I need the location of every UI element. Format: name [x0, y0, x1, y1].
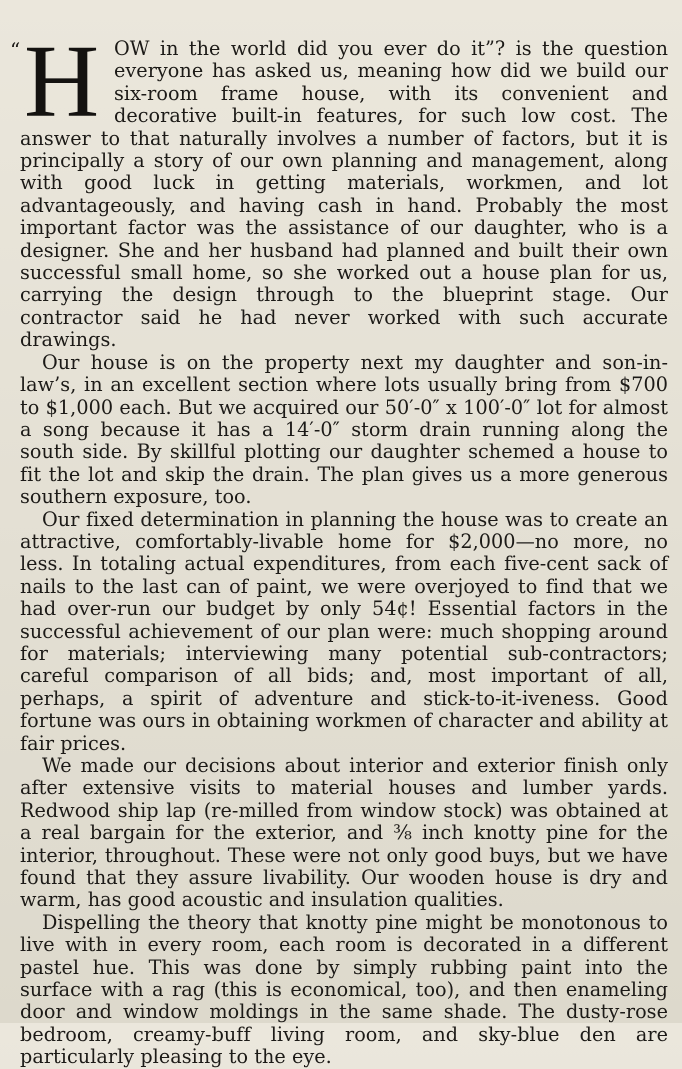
paragraph-5: Dispelling the theory that knotty pine might be monotonous to live with in every room, each room is decorated in a different pastel hue. This was done by simply rubbing paint into the surface with a rag (this is economical, too), and then enameling door and window moldings in the same shade. The dusty-rose bedroom, creamy-buff living room, and sky-blue den are particularly pleasing to the eye. — [20, 910, 668, 1069]
paragraph-3: Our fixed determination in planning the house was to create an attractive, comfortably-livable home for $2,000—no more, no less. In totaling actual expenditures, from each five-cent sack of nails to the last can of paint, we were overjoyed to find that we had over-run our budget by only 54¢! Essential factors in the successful achievement of our plan were: much shopping around for materials; interviewing many potential sub-contractors; careful comparison of all bids; and, most important of all, perhaps, a spirit of adventure and stick-to-it-iveness. Good fortune was ours in obtaining workmen of character and ability at fair prices. — [20, 507, 668, 755]
paragraph-1-text: OW in the world did you ever do it”? is the question everyone has asked us, meaning how did we build our six-room frame house, with its convenient and decorative built-in features, for such low cost. The answer to that naturally involves a number of factors, but it is principally a story of our own planning and management, along with good luck in getting materials, workmen, and lot advantageously, and having cash in hand. Probably the most important factor was the assistance of our daughter, who is a designer. She and her husband had planned and built their own successful small home, so she worked out a house plan for us, carrying the design through to the blueprint stage. Our contractor said he had never worked with such accurate drawings. — [20, 37, 668, 352]
drop-cap-letter: H — [24, 24, 100, 139]
drop-cap-block — [10, 24, 106, 139]
article-body — [10, 24, 668, 1069]
paragraph-1 — [10, 24, 668, 352]
paragraph-4: We made our decisions about interior and exterior finish only after extensive visits to material houses and lumber yards. Redwood ship lap (re-milled from window stock) was obtained at a real bargain for the exterior, and ⅜ inch knotty pine for the interior, throughout. These were not only good buys, but we have found that they assure livability. Our wooden house is dry and warm, has good acoustic and insulation qualities. — [20, 754, 668, 912]
opening-quote-mark: “ — [10, 38, 21, 62]
paragraph-2: Our house is on the property next my daughter and son-in-law’s, in an excellent section where lots usually bring from $700 to $1,000 each. But we acquired our 50′-0″ x 100′-0″ lot for almost a song because it has a 14′-0″ storm drain running along the south side. By skillful plotting our daughter schemed a house to fit the lot and skip the drain. The plan gives us a more generous southern exposure, too. — [20, 350, 668, 509]
